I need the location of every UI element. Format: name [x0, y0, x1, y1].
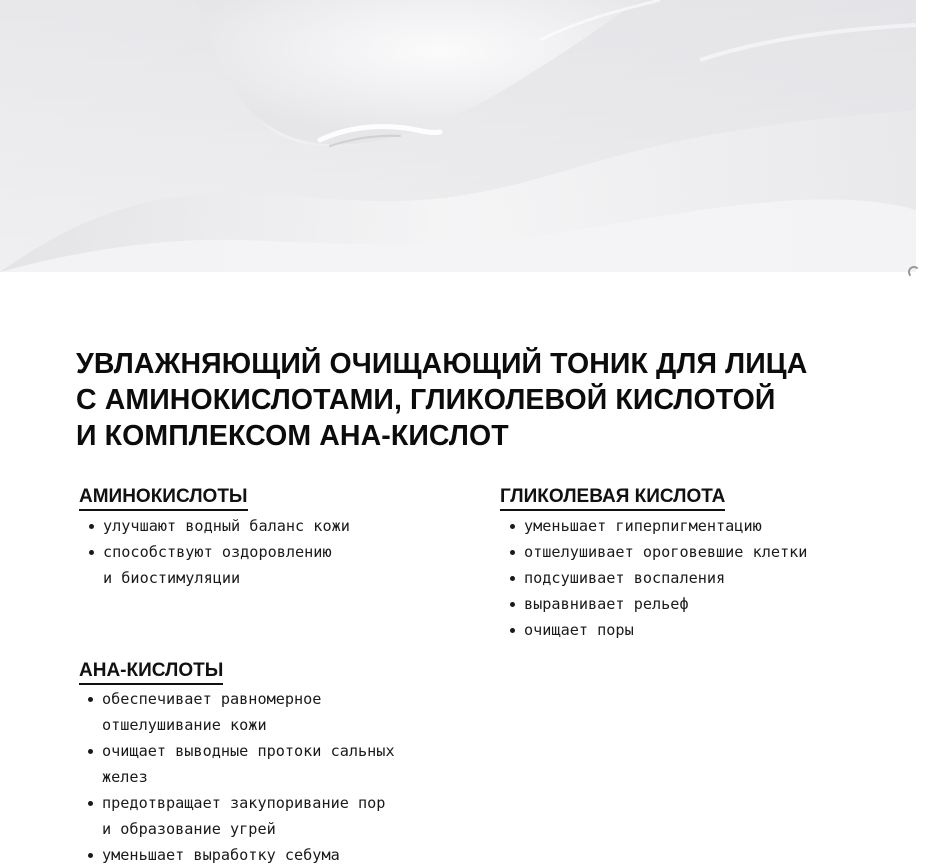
- list-item: [497, 539, 807, 565]
- amino-acids-list: [76, 513, 350, 591]
- list-item-text: предотвращает закупоривание пор: [102, 794, 386, 812]
- list-item: [76, 842, 395, 868]
- list-item-text: отшелушивает ороговевшие клетки: [524, 543, 808, 561]
- list-item-text: выравнивает рельеф: [524, 595, 689, 613]
- list-item-text: и образование угрей: [102, 820, 276, 838]
- list-item: [497, 513, 807, 539]
- aha-acids-list: [76, 686, 395, 868]
- loader-icon: [908, 266, 920, 278]
- amino-acids-heading: АМИНОКИСЛОТЫ: [79, 485, 248, 511]
- list-item: [497, 591, 807, 617]
- glycolic-acid-section: [497, 485, 807, 643]
- list-item: [76, 513, 350, 539]
- list-item-text: отшелушивание кожи: [102, 716, 267, 734]
- list-item-text: уменьшает гиперпигментацию: [524, 517, 762, 535]
- list-item: [497, 565, 807, 591]
- title-line-3: И КОМПЛЕКСОМ АНА-КИСЛОТ: [76, 420, 509, 452]
- list-item-text: улучшают водный баланс кожи: [103, 517, 350, 535]
- list-item-text: и биостимуляции: [103, 569, 241, 587]
- glycolic-acid-list: [497, 513, 807, 643]
- glycolic-acid-heading: ГЛИКОЛЕВАЯ КИСЛОТА: [500, 485, 725, 511]
- list-item-text: уменьшает выработку себума: [102, 846, 340, 864]
- list-item: [497, 617, 807, 643]
- list-item: [76, 790, 395, 842]
- amino-acids-section: [76, 485, 350, 591]
- aha-acids-heading: АНА-КИСЛОТЫ: [79, 659, 223, 685]
- list-item-text: подсушивает воспаления: [524, 569, 726, 587]
- list-item-text: способствуют оздоровлению: [103, 543, 332, 561]
- list-item-text: очищает поры: [524, 621, 634, 639]
- aha-acids-section: [76, 659, 395, 868]
- product-title: [76, 346, 807, 454]
- list-item: [76, 539, 350, 591]
- list-item-text: желез: [102, 768, 148, 786]
- gel-texture-image: [0, 0, 916, 272]
- title-line-1: УВЛАЖНЯЮЩИЙ ОЧИЩАЮЩИЙ ТОНИК ДЛЯ ЛИЦА: [76, 348, 808, 380]
- list-item: [76, 686, 395, 738]
- list-item-text: обеспечивает равномерное: [102, 690, 322, 708]
- list-item-text: очищает выводные протоки сальных: [102, 742, 395, 760]
- title-line-2: С АМИНОКИСЛОТАМИ, ГЛИКОЛЕВОЙ КИСЛОТОЙ: [76, 384, 776, 416]
- list-item: [76, 738, 395, 790]
